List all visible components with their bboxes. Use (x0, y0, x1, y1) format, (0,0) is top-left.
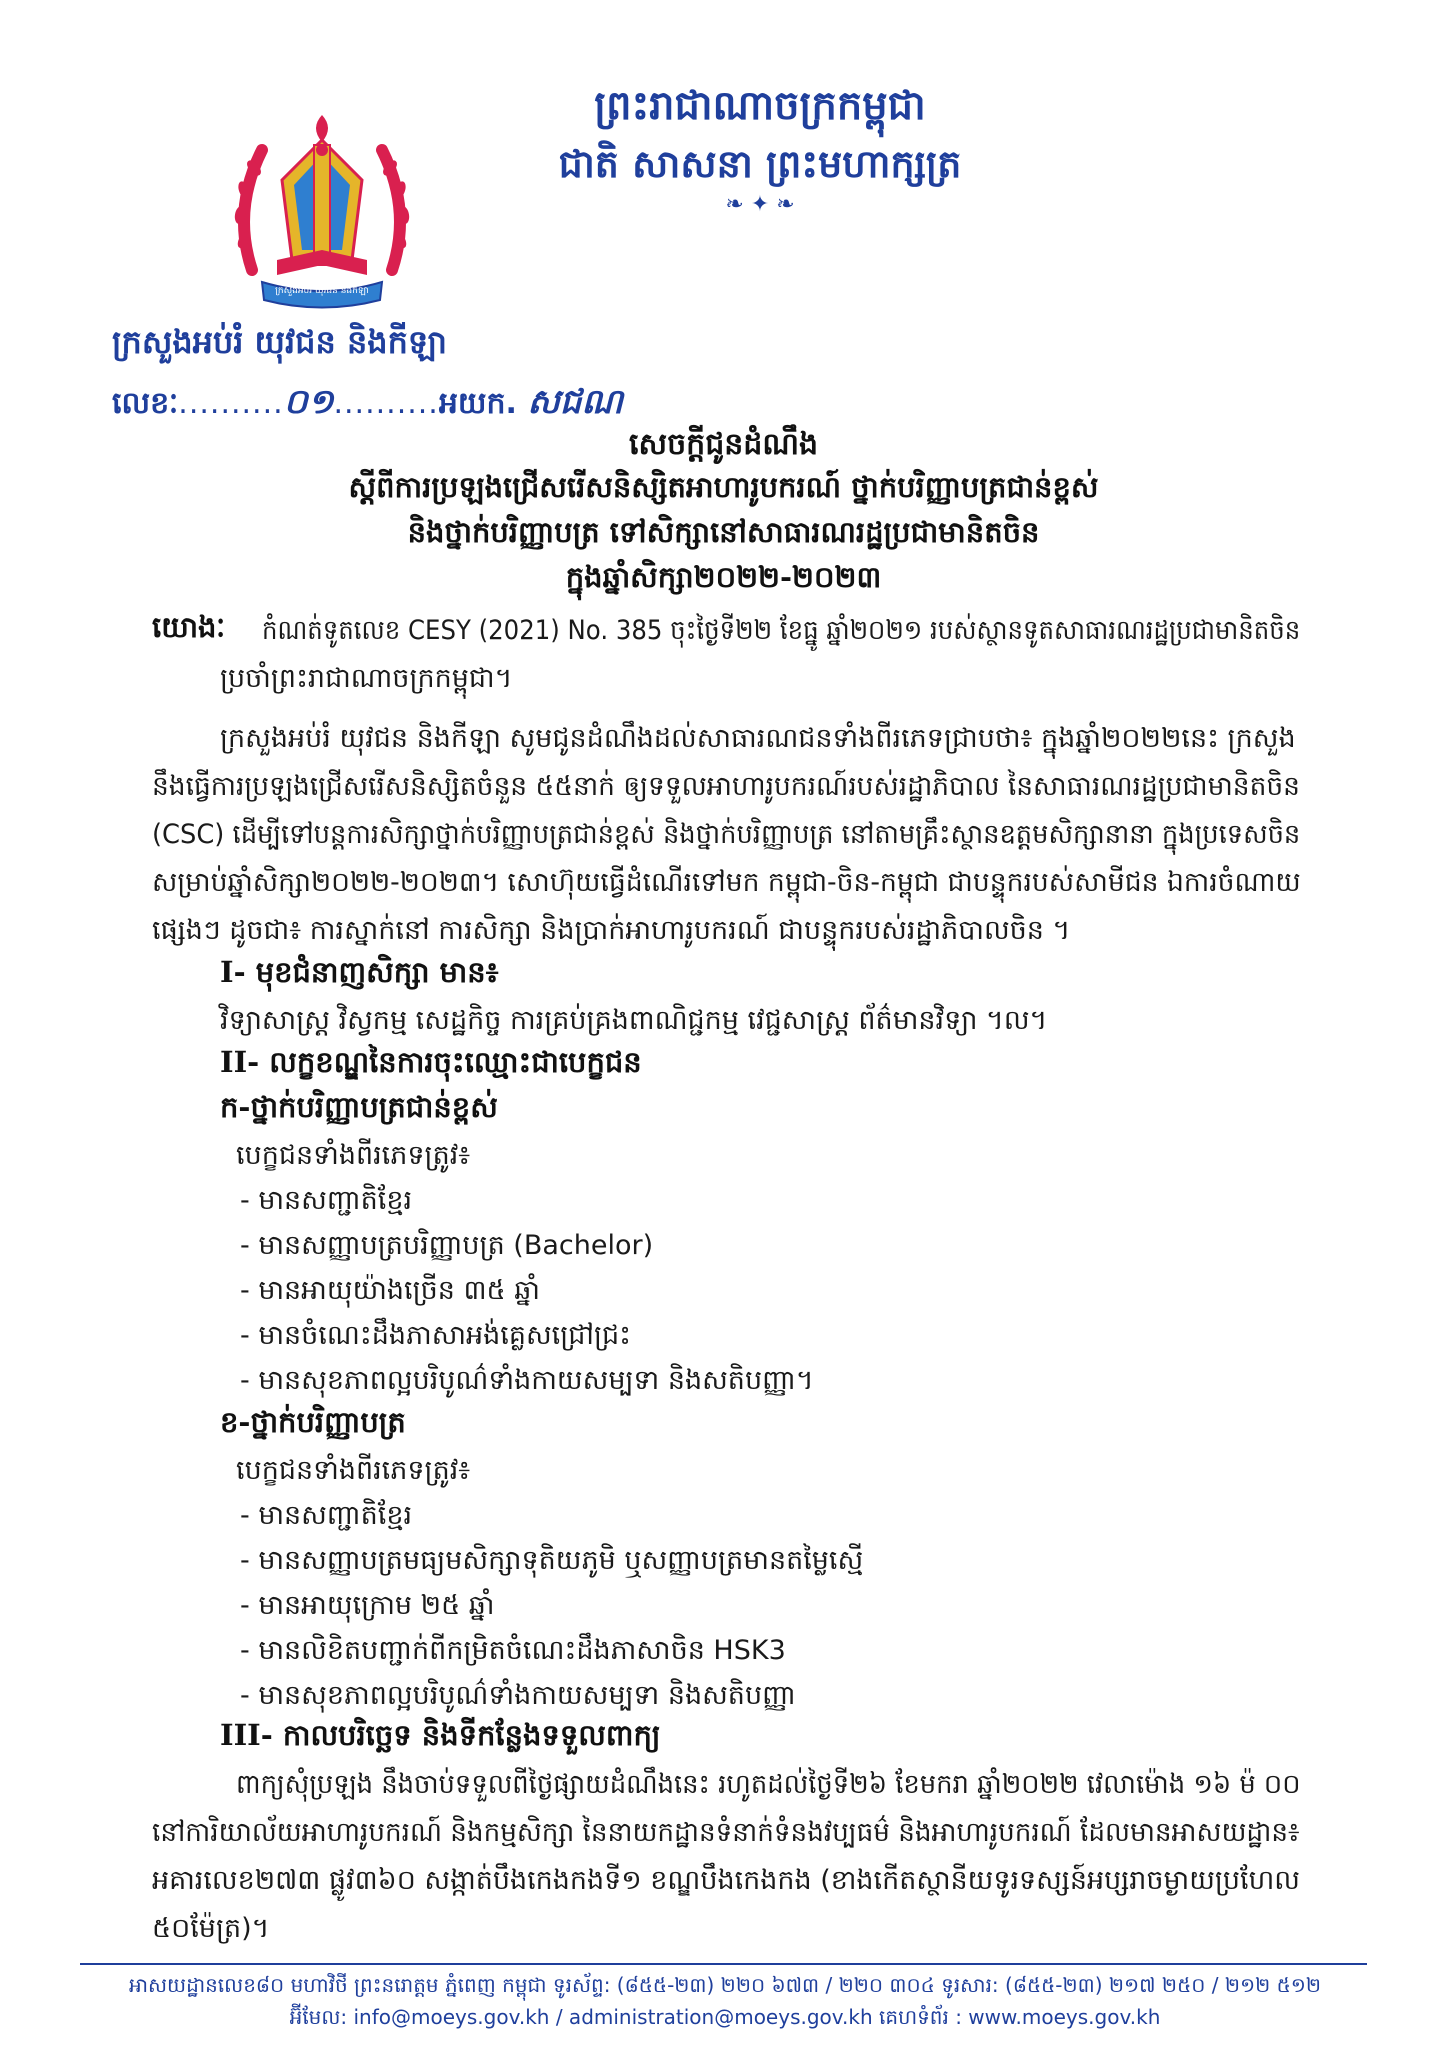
section-2a-heading: ក-ថ្នាក់បរិញ្ញាបត្រជាន់ខ្ពស់ (220, 1090, 498, 1124)
ministry-seal (222, 100, 422, 310)
kingdom-title: ព្រះរាជាណាចក្រកម្ពុជា (594, 82, 926, 129)
reference-line-2: ប្រចាំព្រះរាជាណាចក្រកម្ពុជា។ (220, 663, 513, 694)
ref-dots-left: .......... (178, 386, 284, 421)
list-item: - មានសញ្ជាតិខ្មែរ (240, 1185, 413, 1216)
notice-subject-line-2: និងថ្នាក់បរិញ្ញាបត្រ ទៅសិក្សានៅសាធារណរដ្ឋប្រជាមានិតចិន (407, 515, 1040, 549)
footer-contact: អ៊ីមែល: info@moeys.gov.kh / administration@moeys.gov.kh គេហទំព័រ : www.moeys.gov.kh (289, 2005, 1161, 2029)
ref-label: លេខៈ (112, 386, 179, 421)
list-item: - មានលិខិតបញ្ជាក់ពីកម្រិតចំណេះដឹងភាសាចិន HSK3 (240, 1635, 786, 1666)
list-item: - មានសញ្ញាបត្របរិញ្ញាបត្រ (Bachelor) (240, 1230, 654, 1261)
list-item: - មានសញ្ជាតិខ្មែរ (240, 1500, 413, 1531)
intro-line-5: ផ្សេងៗ ដូចជា៖ ការស្នាក់នៅ ការសិក្សា និងប្រាក់អាហារូបករណ៍ ជាបន្ទុករបស់រដ្ឋាភិបាលចិន ។ (152, 915, 1071, 946)
header-ornament: ❧ ✦ ❧ (725, 192, 795, 217)
ministry-name: ក្រសួងអប់រំ យុវជន និងកីឡា (112, 323, 447, 361)
footer-address: អាសយដ្ឋានលេខ៨០ មហាវិថី ព្រះនរោត្តម ភ្នំពេញ កម្ពុជា ទូរស័ព្ទ: (៨៥៥-២៣) ២២០ ៦៧៣ / ២២០ ៣០៤ ទូរសារ: (៨៥៥-២៣) ២១៧ ២៥០ / ២១២ ៥១២ (128, 1973, 1322, 1997)
footer-divider (80, 1963, 1367, 1965)
notice-title: សេចក្ដីជូនដំណឹង (629, 427, 818, 462)
ministry-seal-graphic (222, 100, 422, 310)
section-3-line-2: នៅការិយាល័យអាហារូបករណ៍ និងកម្មសិក្សា នៃនាយកដ្ឋានទំនាក់ទំនងវប្បធម៌ និងអាហារូបករណ៍ ដែលមានអាសយដ្ឋាន៖ (152, 1817, 1300, 1848)
section-1-heading: I- មុខជំនាញសិក្សា មាន៖ (220, 955, 499, 989)
section-2-heading: II- លក្ខខណ្ឌនៃការចុះឈ្មោះជាបេក្ខជន (220, 1045, 642, 1079)
section-3-line-4: ៥០ម៉ែត្រ)។ (152, 1913, 270, 1944)
notice-subject-line-1: ស្ដីពីការប្រឡងជ្រើសរើសនិស្សិតអាហារូបករណ៍ ថ្នាក់បរិញ្ញាបត្រជាន់ខ្ពស់ (348, 470, 1099, 504)
intro-line-2: នឹងធ្វើការប្រឡងជ្រើសរើសនិស្សិតចំនួន ៥៥នាក់ ឲ្យទទួលអាហារូបករណ៍របស់រដ្ឋាភិបាល នៃសាធារណរដ្ឋប្រជាមានិតចិន (152, 771, 1300, 802)
seal-ribbon-text: ក្រសួងអប់រំ យុវជន និងកីឡា (275, 286, 369, 296)
national-motto: ជាតិ សាសនា ព្រះមហាក្សត្រ (558, 141, 962, 186)
section-3-line-3: អគារលេខ២៧៣ ផ្លូវ៣៦០ សង្កាត់បឹងកេងកងទី១ ខណ្ឌបឹងកេងកង (ខាងកើតស្ថានីយទូរទស្សន៍អប្សរាចម្ងាយប្រហែល (152, 1865, 1300, 1896)
section-3-line-1: ពាក្យសុំប្រឡង នឹងចាប់ទទួលពីថ្ងៃផ្សាយដំណឹងនេះ រហូតដល់ថ្ងៃទី២៦ ខែមករា ឆ្នាំ២០២២ វេលាម៉ោង ១៦ ម៉ ០០ (236, 1769, 1301, 1800)
reference-number (112, 380, 623, 430)
section-2b-intro: បេក្ខជនទាំងពីរភេទត្រូវ៖ (236, 1455, 471, 1486)
reference-line-1: កំណត់ទូតលេខ CESY (2021) No. 385 ចុះថ្ងៃទី២២ ខែធ្នូ ឆ្នាំ២០២១ របស់ស្ថានទូតសាធារណរដ្ឋប្រជាមានិតចិន (262, 615, 1301, 646)
ref-code: សជណ (527, 382, 623, 422)
ref-number: ០១ (283, 382, 334, 422)
section-2b-heading: ខ-ថ្នាក់បរិញ្ញាបត្រ (220, 1405, 406, 1439)
section-2a-intro: បេក្ខជនទាំងពីរភេទត្រូវ៖ (236, 1140, 471, 1171)
intro-line-3: (CSC) ដើម្បីទៅបន្តការសិក្សាថ្នាក់បរិញ្ញាបត្រជាន់ខ្ពស់ និងថ្នាក់បរិញ្ញាបត្រ នៅតាមគ្រឹះស្ថានឧត្តមសិក្សានានា ក្នុងប្រទេសចិន (152, 819, 1301, 850)
ref-suffix: អយក. (438, 386, 517, 421)
intro-line-4: សម្រាប់ឆ្នាំសិក្សា២០២២-២០២៣។ សោហ៊ុយធ្វើដំណើរទៅមក កម្ពុជា-ចិន-កម្ពុជា ជាបន្ទុករបស់សាមីជន ឯការចំណាយ (152, 867, 1301, 898)
ref-dots-right: .......... (333, 386, 439, 421)
notice-subject-line-3: ក្នុងឆ្នាំសិក្សា២០២២-២០២៣ (565, 560, 882, 594)
section-1-text: វិទ្យាសាស្ត្រ វិស្វកម្ម សេដ្ឋកិច្ច ការគ្រប់គ្រងពាណិជ្ជកម្ម វេជ្ជសាស្ត្រ ព័ត៌មានវិទ្យា ។ល។ (220, 1005, 1048, 1036)
list-item: - មានចំណេះដឹងភាសាអង់គ្លេសជ្រៅជ្រះ (240, 1320, 632, 1351)
section-3-heading: III- កាលបរិច្ឆេទ និងទីកន្លែងទទួលពាក្យ (220, 1718, 661, 1752)
reference-label: យោងៈ (152, 610, 226, 644)
list-item: - មានសញ្ញាបត្រមធ្យមសិក្សាទុតិយភូមិ ឬសញ្ញាបត្រមានតម្លៃស្មើ (240, 1545, 864, 1576)
intro-line-1: ក្រសួងអប់រំ យុវជន និងកីឡា សូមជូនដំណឹងដល់សាធារណជនទាំងពីរភេទជ្រាបថា៖ ក្នុងឆ្នាំ២០២២នេះ ក្រសួង (220, 723, 1296, 754)
list-item: - មានសុខភាពល្អបរិបូណ៌ទាំងកាយសម្បទា និងសតិបញ្ញា (240, 1680, 796, 1711)
list-item: - មានអាយុយ៉ាងច្រើន ៣៥ ឆ្នាំ (240, 1275, 540, 1306)
list-item: - មានសុខភាពល្អបរិបូណ៌ទាំងកាយសម្បទា និងសតិបញ្ញា។ (240, 1365, 814, 1396)
list-item: - មានអាយុក្រោម ២៥ ឆ្នាំ (240, 1590, 495, 1621)
